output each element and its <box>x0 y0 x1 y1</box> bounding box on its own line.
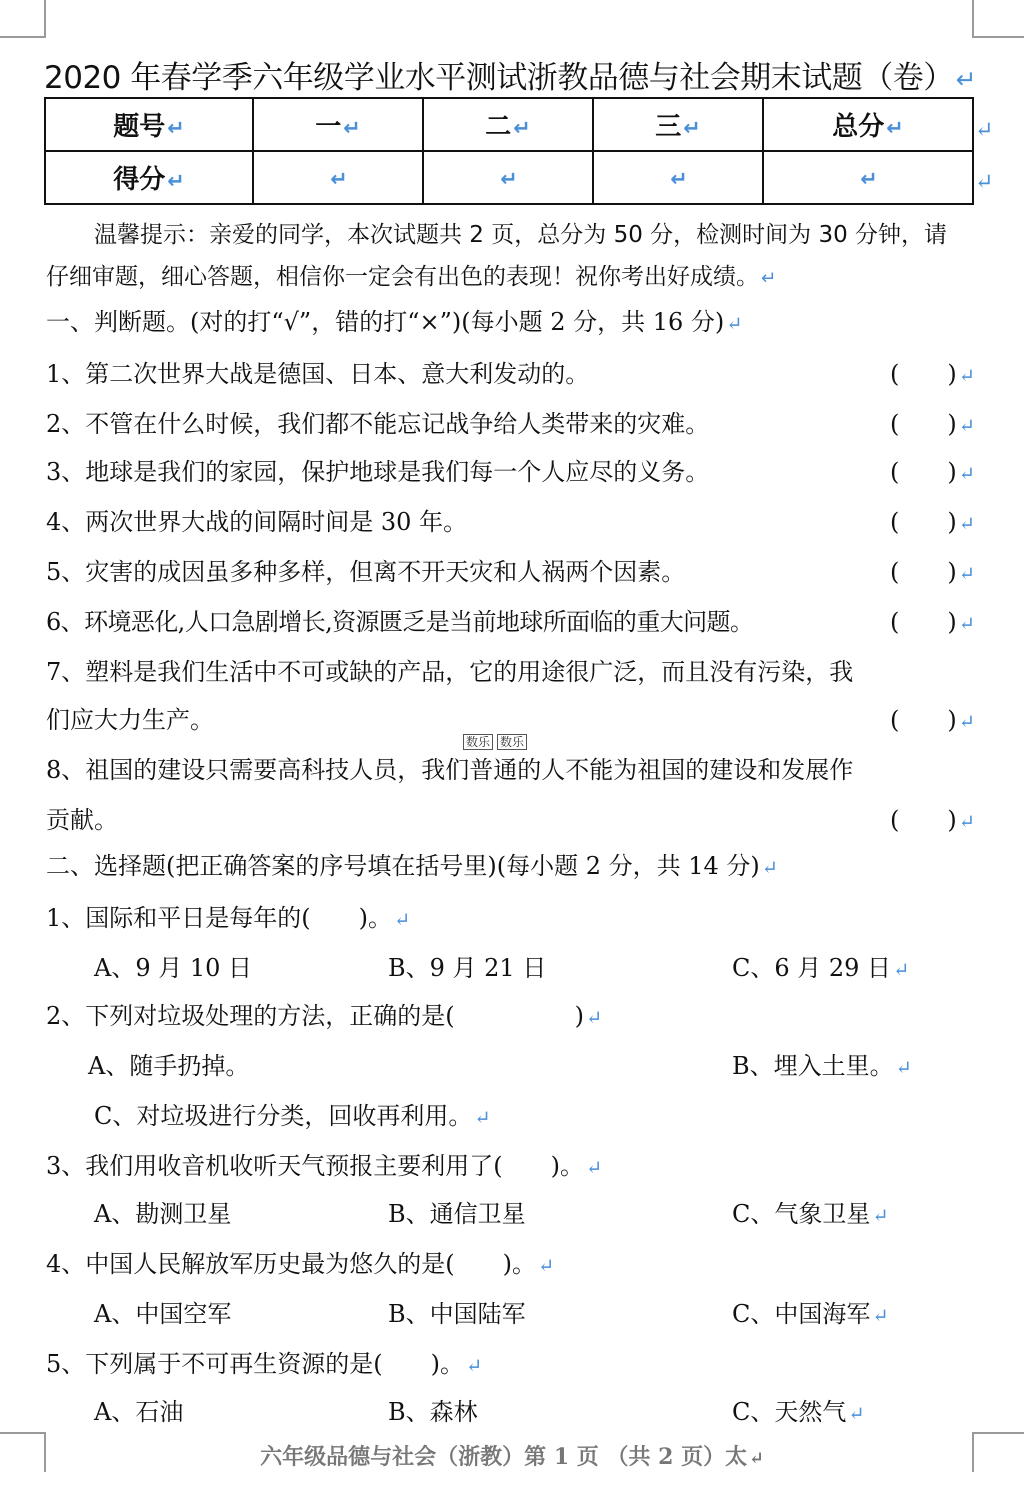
paragraph-mark-icon: ↵ <box>586 1006 603 1029</box>
answer-blank[interactable]: ( ) ↵ <box>890 806 975 834</box>
option-b: B、中国陆军 <box>388 1300 526 1328</box>
crop-mark-top-left-v <box>44 0 46 38</box>
judge-item-2: 2、不管在什么时候，我们都不能忘记战争给人类带来的灾难。 <box>46 410 710 438</box>
paragraph-mark-icon: ↵ <box>761 268 777 289</box>
paragraph-mark-icon: ↵ <box>394 908 411 931</box>
judge-item-3: 3、地球是我们的家园，保护地球是我们每一个人应尽的义务。 <box>46 458 710 486</box>
option-c: C、6 月 29 日 ↵ <box>732 954 910 982</box>
crop-mark-bottom-left-h <box>0 1432 46 1434</box>
option-c: C、气象卫星 ↵ <box>732 1200 889 1228</box>
score-input-cell[interactable] <box>423 151 593 204</box>
paragraph-mark-icon: ↵ <box>466 1354 483 1377</box>
score-table-score-row <box>45 151 973 204</box>
score-input-cell[interactable] <box>763 151 973 204</box>
tip-line-1: 温馨提示：亲爱的同学，本次试题共 2 页，总分为 50 分，检测时间为 30 分钟，请 <box>94 222 948 248</box>
judge-item-7-cont: 们应大力生产。 <box>46 706 214 734</box>
paragraph-mark-icon: ↵ <box>958 414 975 437</box>
paragraph-mark-icon: ↵ <box>893 958 910 981</box>
score-table <box>44 97 974 205</box>
score-table-header-row <box>45 98 973 151</box>
option-a: A、石油 <box>94 1398 184 1426</box>
section2-heading: 二、选择题(把正确答案的序号填在括号里)(每小题 2 分，共 14 分) ↵ <box>46 852 778 880</box>
option-c: C、对垃圾进行分类，回收再利用。 ↵ <box>94 1102 491 1130</box>
paragraph-mark-icon: ↵ <box>958 810 975 833</box>
judge-item-4: 4、两次世界大战的间隔时间是 30 年。 <box>46 508 468 536</box>
paragraph-mark-icon: ↵ <box>343 116 361 140</box>
answer-blank[interactable]: ( ) ↵ <box>890 558 975 586</box>
paragraph-mark-icon: ↵ <box>958 512 975 535</box>
page-footer: 六年级品德与社会（浙教）第 1 页 （共 2 页）太 ↵ <box>260 1444 764 1470</box>
score-input-cell[interactable] <box>593 151 763 204</box>
paragraph-mark-icon: ↵ <box>761 856 778 879</box>
option-a: A、中国空军 <box>94 1300 232 1328</box>
answer-blank[interactable]: ( ) ↵ <box>890 508 975 536</box>
choice-question-1: 1、国际和平日是每年的( )。 ↵ <box>46 904 411 932</box>
option-b: B、埋入土里。 ↵ <box>732 1052 912 1080</box>
paragraph-mark-icon: ↵ <box>895 1056 912 1079</box>
paragraph-mark-icon: ↵ <box>513 116 531 140</box>
option-b: B、9 月 21 日 <box>388 954 547 982</box>
paragraph-mark-icon: ↵ <box>958 364 975 387</box>
table-header-cell: 三↵ <box>593 98 763 151</box>
paragraph-mark-icon: ↵ <box>726 312 743 335</box>
judge-item-8: 8、祖国的建设只需要高科技人员，我们普通的人不能为祖国的建设和发展作 <box>46 756 854 784</box>
table-header-cell: 题号↵ <box>45 98 253 151</box>
paragraph-mark-icon: ↵ <box>330 166 348 191</box>
crop-mark-top-right-h <box>972 36 1024 38</box>
paragraph-mark-icon: ↵ <box>860 166 878 191</box>
paragraph-mark-icon: ↵ <box>474 1106 491 1129</box>
score-input-cell[interactable] <box>253 151 423 204</box>
paragraph-mark-icon: ↵ <box>886 116 904 140</box>
crop-mark-bottom-right-h <box>972 1432 1024 1434</box>
paragraph-mark-icon: ↵ <box>872 1304 889 1327</box>
page-title: 2020 年春学季六年级学业水平测试浙教品德与社会期末试题（卷）↵ <box>44 60 977 96</box>
section1-heading: 一、判断题。(对的打“√”，错的打“×”)(每小题 2 分，共 16 分) ↵ <box>46 308 743 336</box>
judge-item-5: 5、灾害的成因虽多种多样，但离不开天灾和人祸两个因素。 <box>46 558 686 586</box>
paragraph-mark-icon: ↵ <box>167 169 185 193</box>
paragraph-mark-icon: ↵ <box>955 65 977 94</box>
paragraph-mark-icon: ↵ <box>586 1156 603 1179</box>
option-a: A、随手扔掉。 <box>88 1052 250 1080</box>
tip-line-2: 仔细审题，细心答题，相信你一定会有出色的表现！祝你考出好成绩。 ↵ <box>46 264 777 290</box>
paragraph-mark-icon: ↵ <box>683 116 701 140</box>
judge-item-6: 6、环境恶化,人口急剧增长,资源匮乏是当前地球所面临的重大问题。 <box>46 608 754 636</box>
table-header-cell: 总分↵ <box>763 98 973 151</box>
watermark-stamp: 数乐 数乐 <box>463 734 531 750</box>
paragraph-mark-icon: ↵ <box>670 166 688 191</box>
answer-blank[interactable]: ( ) ↵ <box>890 706 975 734</box>
row-end-mark-icon: ↵ <box>975 170 994 195</box>
choice-question-4: 4、中国人民解放军历史最为悠久的是( )。 ↵ <box>46 1250 555 1278</box>
row-end-mark-icon: ↵ <box>975 118 994 143</box>
judge-item-8-cont: 贡献。 <box>46 806 118 834</box>
table-header-cell: 二↵ <box>423 98 593 151</box>
option-a: A、9 月 10 日 <box>94 954 253 982</box>
paragraph-mark-icon: ↵ <box>749 1448 764 1469</box>
paragraph-mark-icon: ↵ <box>958 612 975 635</box>
crop-mark-top-right-v <box>972 0 974 38</box>
answer-blank[interactable]: ( ) ↵ <box>890 360 975 388</box>
paragraph-mark-icon: ↵ <box>500 166 518 191</box>
paragraph-mark-icon: ↵ <box>538 1254 555 1277</box>
paragraph-mark-icon: ↵ <box>958 562 975 585</box>
option-b: B、通信卫星 <box>388 1200 526 1228</box>
option-c: C、天然气 ↵ <box>732 1398 865 1426</box>
answer-blank[interactable]: ( ) ↵ <box>890 410 975 438</box>
option-b: B、森林 <box>388 1398 478 1426</box>
paragraph-mark-icon: ↵ <box>848 1402 865 1425</box>
choice-question-3: 3、我们用收音机收听天气预报主要利用了( )。 ↵ <box>46 1152 603 1180</box>
judge-item-1: 1、第二次世界大战是德国、日本、意大利发动的。 <box>46 360 590 388</box>
option-a: A、勘测卫星 <box>94 1200 232 1228</box>
option-c: C、中国海军 ↵ <box>732 1300 889 1328</box>
paragraph-mark-icon: ↵ <box>958 710 975 733</box>
score-label-cell: 得分↵ <box>45 151 253 204</box>
paragraph-mark-icon: ↵ <box>872 1204 889 1227</box>
choice-question-2: 2、下列对垃圾处理的方法，正确的是( ) ↵ <box>46 1002 603 1030</box>
judge-item-7: 7、塑料是我们生活中不可或缺的产品，它的用途很广泛，而且没有污染，我 <box>46 658 854 686</box>
paragraph-mark-icon: ↵ <box>167 116 185 140</box>
answer-blank[interactable]: ( ) ↵ <box>890 608 975 636</box>
crop-mark-top-left-h <box>0 36 46 38</box>
answer-blank[interactable]: ( ) ↵ <box>890 458 975 486</box>
table-header-cell: 一↵ <box>253 98 423 151</box>
choice-question-5: 5、下列属于不可再生资源的是( )。 ↵ <box>46 1350 483 1378</box>
paragraph-mark-icon: ↵ <box>958 462 975 485</box>
